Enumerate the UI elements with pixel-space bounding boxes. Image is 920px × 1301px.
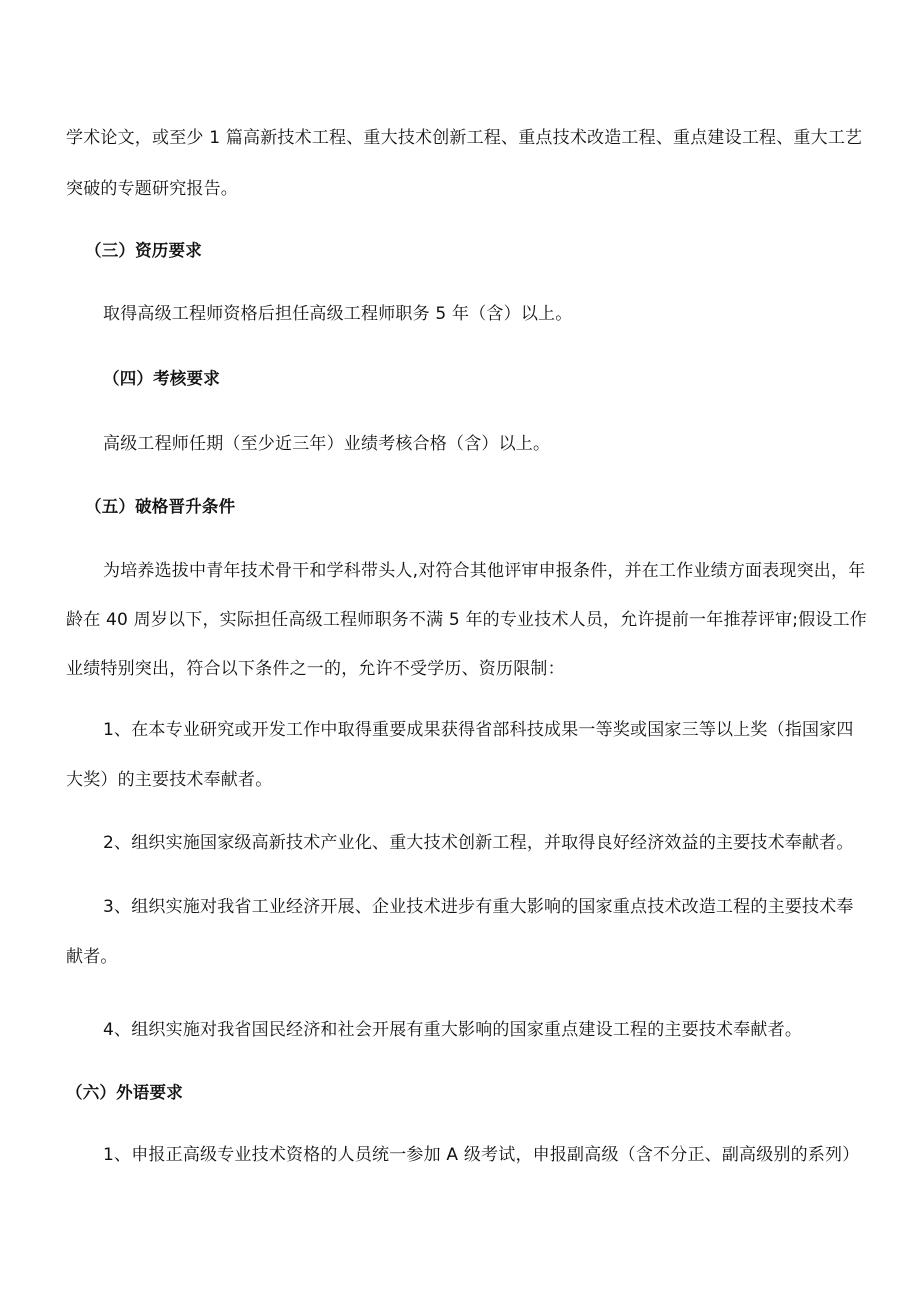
list-item: 献者。 <box>66 947 118 967</box>
paragraph-line: 学术论文，或至少 1 篇高新技术工程、重大技术创新工程、重点技术改造工程、重点建设工程、重大工艺 <box>66 128 863 148</box>
paragraph-line: 为培养选拔中青年技术骨干和学科带头人,对符合其他评审申报条件，并在工作业绩方面表现突出，年 <box>103 561 866 581</box>
list-item: 1、在本专业研究或开发工作中取得重要成果获得省部科技成果一等奖或国家三等以上奖（指国家四 <box>103 720 854 740</box>
paragraph-line: 龄在 40 周岁以下，实际担任高级工程师职务不满 5 年的专业技术人员，允许提前一年推荐评审;假设工作 <box>66 610 867 630</box>
list-item: 4、组织实施对我省国民经济和社会开展有重大影响的国家重点建设工程的主要技术奉献者。 <box>103 1020 803 1040</box>
paragraph-line: 取得高级工程师资格后担任高级工程师职务 5 年（含）以上。 <box>103 304 573 324</box>
paragraph-line: 业绩特别突出，符合以下条件之一的，允许不受学历、资历限制： <box>66 659 565 679</box>
paragraph-line: 1、申报正高级专业技术资格的人员统一参加 A 级考试，申报副高级（含不分正、副高级别的系列） <box>103 1145 860 1165</box>
section-heading-assessment: （四）考核要求 <box>103 369 220 388</box>
list-item: 2、组织实施国家级高新技术产业化、重大技术创新工程，并取得良好经济效益的主要技术奉献者。 <box>103 833 854 853</box>
section-heading-foreign-language: （六）外语要求 <box>66 1083 183 1102</box>
paragraph-line: 突破的专题研究报告。 <box>66 179 238 199</box>
paragraph-line: 高级工程师任期（至少近三年）业绩考核合格（含）以上。 <box>103 434 551 454</box>
section-heading-exceptional-promotion: （五）破格晋升条件 <box>85 497 236 516</box>
list-item: 大奖）的主要技术奉献者。 <box>66 770 273 790</box>
section-heading-qualification: （三）资历要求 <box>85 241 202 260</box>
list-item: 3、组织实施对我省工业经济开展、企业技术进步有重大影响的国家重点技术改造工程的主要技术奉 <box>103 897 854 917</box>
